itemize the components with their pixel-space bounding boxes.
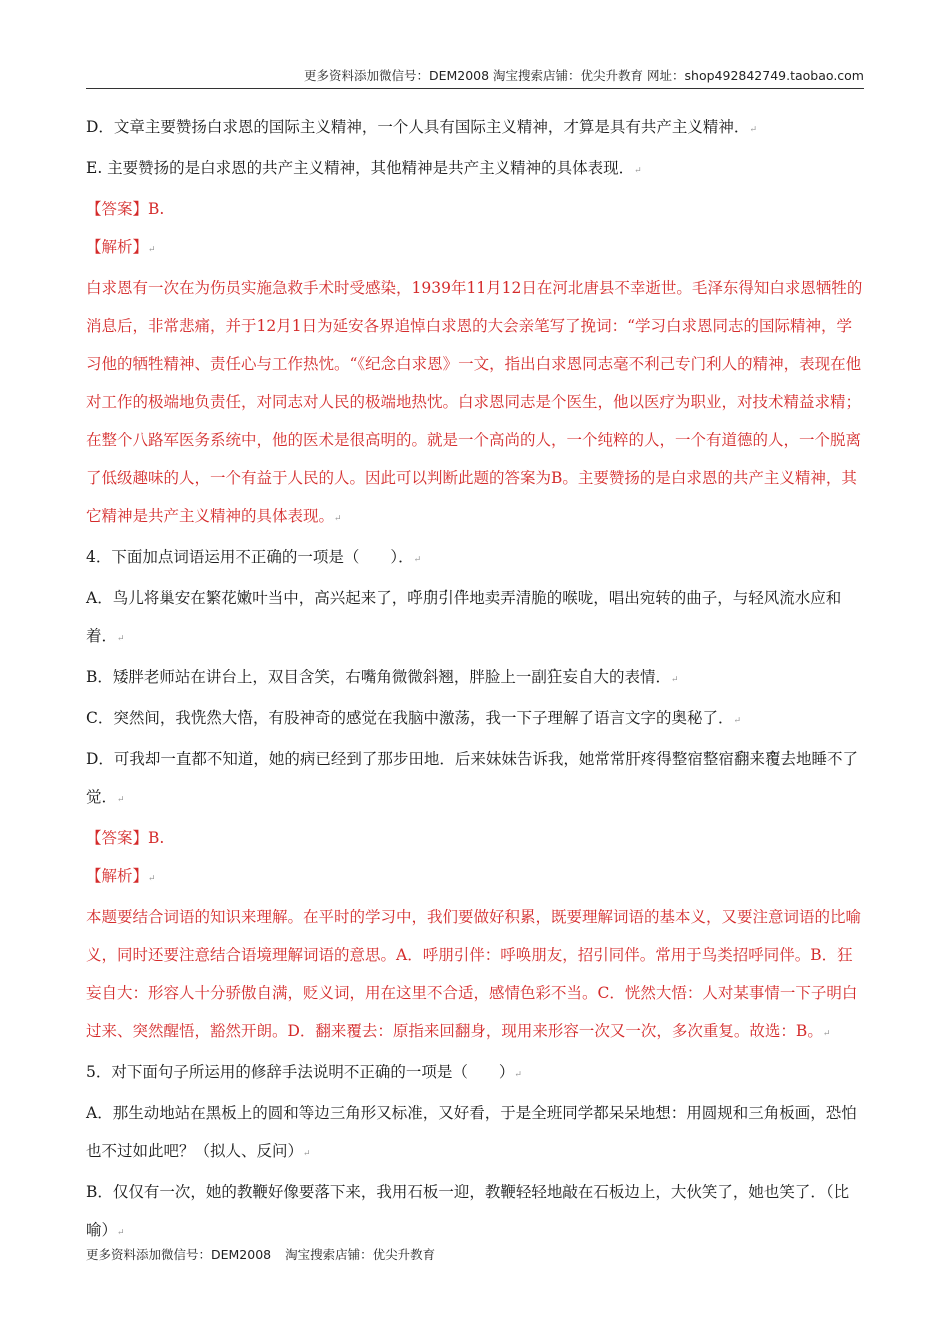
q5-option-a: A．那生动地站在黑板上的圆和等边三角形又标准，又好看，于是全班同学都呆呆地想：用圆规和三角板画，恐怕也不过如此吧？（拟人、反问）↵	[86, 1104, 857, 1160]
emphasis-dot-char: 来	[749, 750, 765, 768]
q5-option-b: B．仅仅有一次，她的教鞭好像要落下来，我用石板一迎，教鞭轻轻地敲在石板边上，大伙笑了，她也笑了．（比喻）↵	[86, 1183, 850, 1239]
page-footer	[86, 1245, 445, 1263]
emphasis-dot-char: 恍	[190, 709, 207, 727]
q4-answer: 【答案】B.	[86, 829, 165, 847]
emphasis-dot-char: 去	[780, 750, 796, 768]
q5-stem: 5．对下面句子所运用的修辞手法说明不正确的一项是（ ）↵	[86, 1063, 522, 1081]
footer-shop: 淘宝搜索店铺：优尖升教育	[285, 1247, 436, 1262]
emphasis-dot-char: 大	[593, 668, 609, 686]
q3-option-e: E. 主要赞扬的是白求恩的共产主义精神，其他精神是共产主义精神的具体表现．↵	[86, 159, 642, 177]
q4-option-c: C．突然间，我恍然大悟，有股神奇的感觉在我脑中激荡，我一下子理解了语言文字的奥秘了．↵	[86, 709, 741, 727]
emphasis-dot-char: 朋	[422, 589, 439, 607]
header-text: 更多资料添加微信号：DEM2008 淘宝搜索店铺：优尖升教育 网址：shop492842749.taobao.com	[303, 68, 864, 83]
q3-option-d: D．文章主要赞扬白求恩的国际主义精神，一个人具有国际主义精神，才算是具有共产主义精神．↵	[86, 118, 757, 136]
q4-c-dotted-word	[191, 709, 253, 727]
q4-d-dotted-word	[734, 750, 796, 768]
emphasis-dot-char: 伴	[453, 589, 470, 607]
emphasis-dot-char: 覆	[764, 750, 781, 768]
emphasis-dot-char: 狂	[546, 668, 563, 686]
q4-a-dotted-word	[407, 589, 469, 607]
q4-b-dotted-word	[547, 668, 609, 686]
q4-option-b: B．矮胖老师站在讲台上，双目含笑，右嘴角微微斜翘，胖脸上一副狂妄自大的表情．↵	[86, 668, 679, 686]
emphasis-dot-char: 悟	[237, 709, 253, 727]
footer-wechat: 更多资料添加微信号：DEM2008	[86, 1247, 272, 1262]
emphasis-dot-char: 自	[577, 668, 594, 686]
emphasis-dot-char: 妄	[562, 668, 578, 686]
emphasis-dot-char: 引	[438, 589, 454, 607]
emphasis-dot-char: 翻	[733, 750, 750, 768]
q4-analysis-label: 【解析】↵	[86, 867, 156, 885]
q4-option-d: D．可我却一直都不知道，她的病已经到了那步田地．后来妹妹告诉我，她常常肝疼得整宿整宿翻来覆去地睡不了觉．↵	[86, 750, 859, 806]
q3-answer: 【答案】B.	[86, 200, 165, 218]
page-header	[86, 66, 864, 89]
emphasis-dot-char: 然	[206, 709, 222, 727]
q4-stem: 4．下面加点词语运用不正确的一项是（ ）．↵	[86, 548, 422, 566]
q4-analysis: 本题要结合词语的知识来理解。在平时的学习中，我们要做好积累，既要理解词语的基本义，又要注意词语的比喻义，同时还要注意结合语境理解词语的意思。A．呼朋引伴：呼唤朋友，招引同伴。常用于鸟类招呼同伴。B．狂妄自大：形容人十分骄傲自满，贬义词，用在这里不合适，感情色彩不当。C．恍然大悟：人对某事情一下子明白过来、突然醒悟，豁然开朗。D．翻来覆去：原指来回翻身，现用来形容一次又一次，多次重复。故选：B。↵	[86, 908, 862, 1040]
emphasis-dot-char: 大	[221, 709, 238, 727]
q3-analysis-label: 【解析】↵	[86, 238, 156, 256]
document-body	[86, 108, 866, 1252]
q3-analysis: 白求恩有一次在为伤员实施急救手术时受感染，1939年11月12日在河北唐县不幸逝世。毛泽东得知白求恩牺牲的消息后，非常悲痛，并于12月1日为延安各界追悼白求恩的大会亲笔写了挽词：“学习白求恩同志的国际精神，学习他的牺牲精神、责任心与工作热忱。“《纪念白求恩》一文，指出白求恩同志毫不利己专门利人的精神，表现在他对工作的极端地负责任，对同志对人民的极端地热忱。白求恩同志是个医生，他以医疗为职业，对技术精益求精；在整个八路军医务系统中，他的医术是很高明的。就是一个高尚的人，一个纯粹的人，一个有道德的人，一个脱离了低级趣味的人，一个有益于人民的人。因此可以判断此题的答案为B。主要赞扬的是白求恩的共产主义精神，其它精神是共产主义精神的具体表现。↵	[86, 279, 863, 525]
emphasis-dot-char: 呼	[407, 589, 423, 607]
q4-option-a: A．鸟儿将巢安在繁花嫩叶当中，高兴起来了，呼朋引伴地卖弄清脆的喉咙，唱出宛转的曲子，与轻风流水应和着．↵	[86, 589, 842, 645]
